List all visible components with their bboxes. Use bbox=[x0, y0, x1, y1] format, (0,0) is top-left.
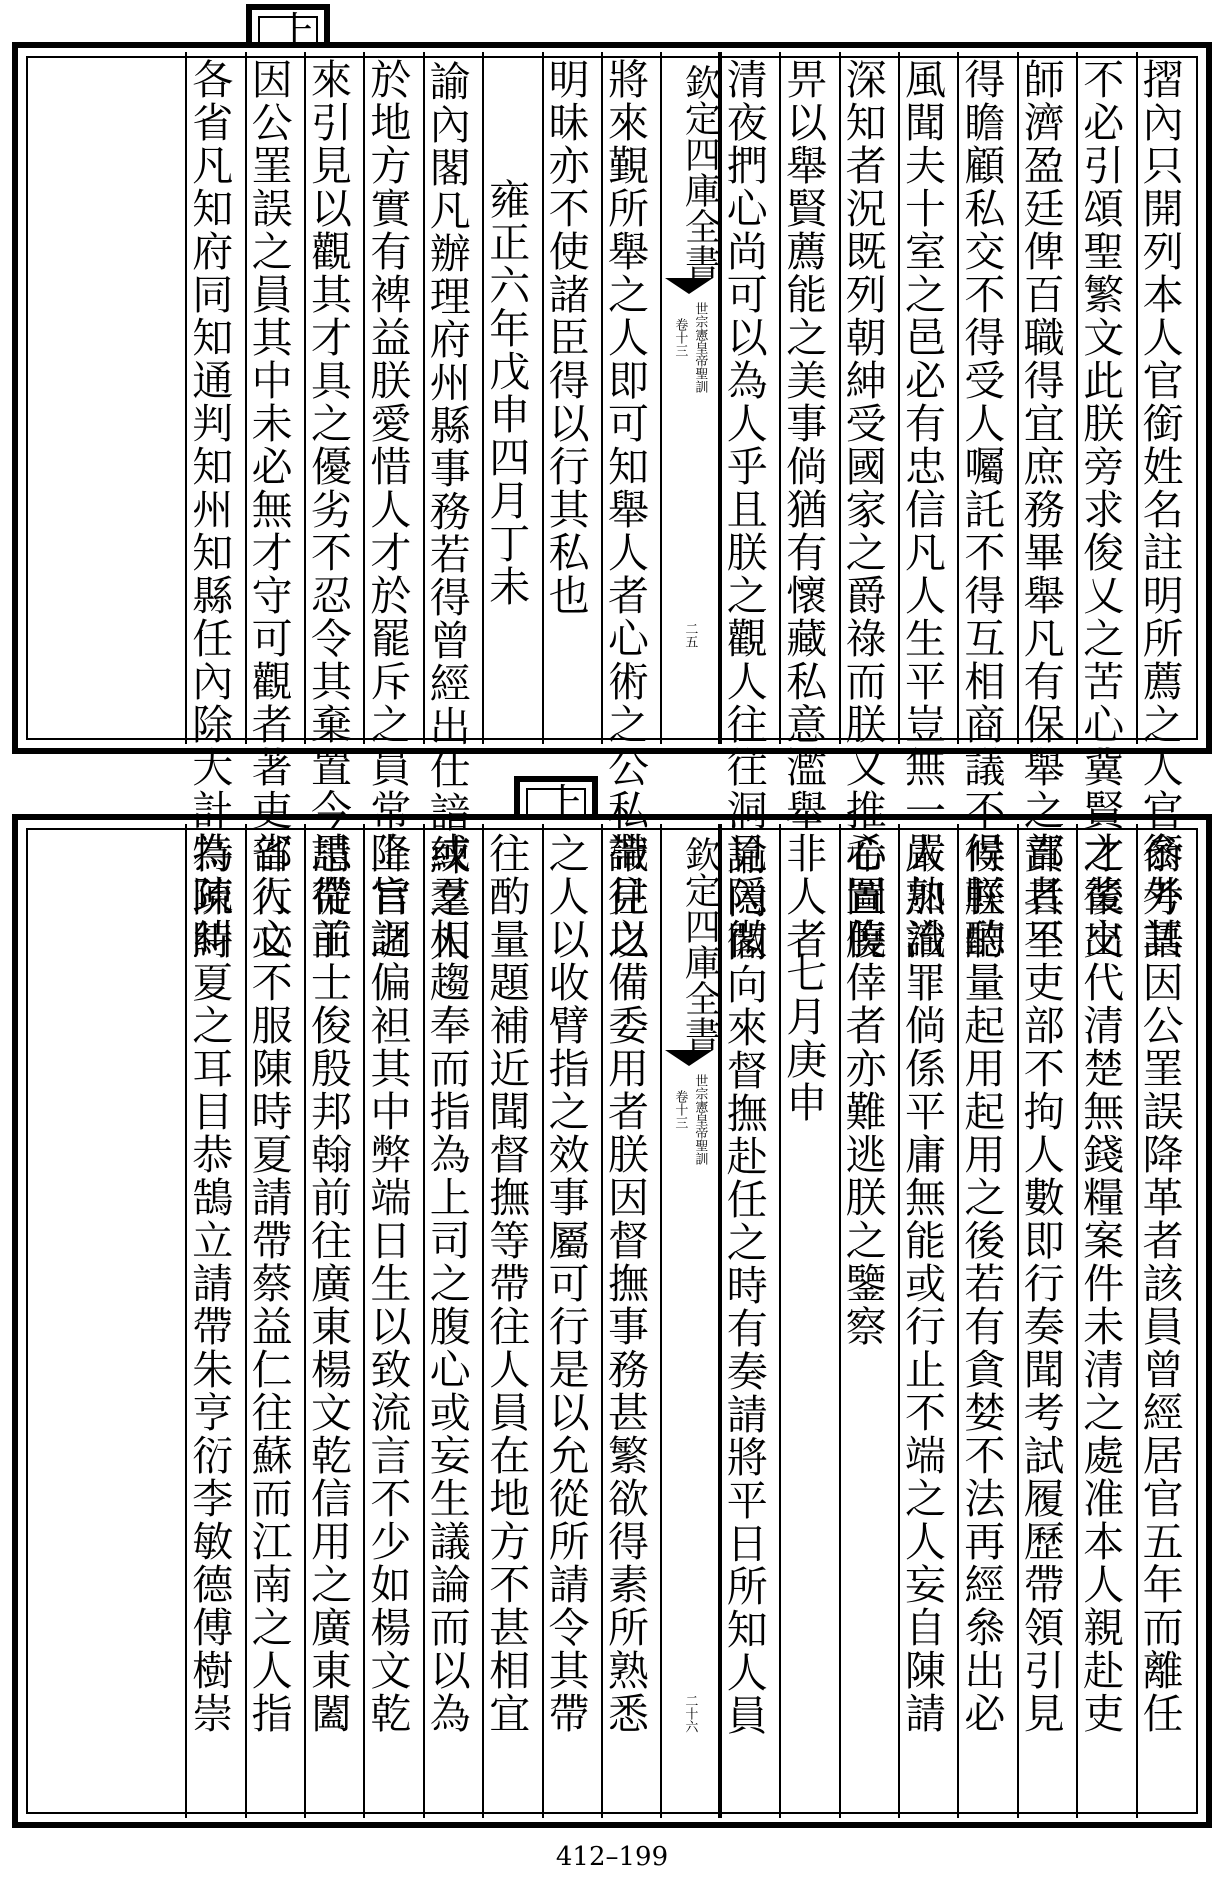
top-column-rule bbox=[957, 52, 959, 744]
top-column-rule bbox=[839, 52, 841, 744]
bottom-text-column: 叅外其因公罣誤降革者該員曾經居官五年而離任 bbox=[1135, 832, 1184, 1735]
bottom-text-column: 七月庚申 bbox=[779, 952, 828, 1124]
top-column-rule bbox=[482, 52, 484, 744]
top-text-column: 明昧亦不使諸臣得以行其私也 bbox=[541, 58, 590, 617]
top-volume-sub: 卷十三 bbox=[672, 318, 688, 357]
top-text-column: 清夜捫心尚可以為人乎且朕之觀人往往洞見隱微 bbox=[719, 58, 768, 961]
top-text-column: 深知者況既列朝紳受國家之爵祿而朕又推心置腹 bbox=[838, 58, 887, 961]
top-text-column: 各省凡知府同知通判知州知縣任內除大計特疏糾 bbox=[185, 58, 234, 961]
top-column-rule bbox=[363, 52, 365, 744]
top-text-column: 不必引頌聖繁文此朕旁求俊乂之苦心冀賢才輩出 bbox=[1076, 58, 1125, 961]
bottom-column-rule bbox=[1136, 824, 1138, 1818]
bottom-text-column: 為陳時夏之耳目恭鵠立請帶朱亨衍李敏德傅樹崇 bbox=[185, 832, 234, 1735]
top-column-rule bbox=[542, 52, 544, 744]
bottom-book-title: 欽定四庫全書 bbox=[679, 836, 721, 1052]
bottom-volume-sub: 卷十三 bbox=[672, 1090, 688, 1129]
top-column-rule bbox=[245, 52, 247, 744]
top-text-column: 畀以舉賢薦能之美事倘猶有懷藏私意濫舉非人者 bbox=[779, 58, 828, 961]
bottom-tab-char: 上 bbox=[536, 782, 584, 825]
bottom-text-column: 之後交代清楚無錢糧案件未清之處准本人親赴吏 bbox=[1076, 832, 1125, 1735]
top-column-rule bbox=[1076, 52, 1078, 744]
footer-code: 412–199 bbox=[555, 1842, 669, 1872]
bottom-text-column: 候朕酌量起用起用之後若有貪婪不法再經叅出必 bbox=[957, 832, 1006, 1735]
top-text-column: 於地方實有裨益朕愛惜人才於罷斥之員常降旨調 bbox=[363, 58, 412, 961]
bottom-text-column: 諭內閣向來督撫赴任之時有奏請將平日所知人員 bbox=[719, 834, 768, 1737]
top-column-rule bbox=[1136, 52, 1138, 744]
bottom-column-rule bbox=[245, 824, 247, 1818]
bottom-column-rule bbox=[542, 824, 544, 1818]
bottom-text-column: 上官之偏袒其中弊端日生以致流言不少如楊文乾 bbox=[363, 832, 412, 1735]
bottom-column-rule bbox=[482, 824, 484, 1818]
top-text-column: 師濟盈廷俾百職得宜庶務畢舉凡有保舉之責者不 bbox=[1016, 58, 1065, 961]
top-text-column: 諭內閣凡辦理府州縣事務若得曾經出仕諳練之人 bbox=[422, 60, 471, 963]
top-text-column: 風聞夫十室之邑必有忠信凡人生平豈無一人熟識 bbox=[898, 58, 946, 961]
bottom-column-rule bbox=[957, 824, 959, 1818]
top-page-number: 二五 bbox=[682, 622, 698, 648]
bottom-fishtail-top bbox=[665, 1050, 713, 1066]
top-text-column: 摺內只開列本人官銜姓名註明所薦之人官銜考語 bbox=[1135, 58, 1184, 961]
top-tab-char: 上 bbox=[268, 10, 316, 53]
bottom-page-number: 二十六 bbox=[682, 1694, 698, 1733]
bottom-column-rule bbox=[304, 824, 306, 1818]
bottom-column-rule bbox=[1017, 824, 1019, 1818]
bottom-column-rule bbox=[839, 824, 841, 1818]
top-column-rule bbox=[779, 52, 781, 744]
bottom-text-column: 請帶王士俊殷邦翰前往廣東楊文乾信用之廣東闔 bbox=[304, 832, 352, 1735]
bottom-column-rule bbox=[185, 824, 187, 1818]
bottom-column-rule bbox=[601, 824, 603, 1818]
bottom-column-rule bbox=[898, 824, 900, 1818]
bottom-column-rule bbox=[423, 824, 425, 1818]
top-volume-label: 世宗憲皇帝聖訓 bbox=[692, 302, 708, 393]
bottom-volume-label: 世宗憲皇帝聖訓 bbox=[692, 1074, 708, 1165]
bottom-text-column: 之人以收臂指之效事屬可行是以允從所請令其帶 bbox=[541, 832, 590, 1735]
top-column-rule bbox=[304, 52, 306, 744]
top-text-column: 得瞻顧私交不得受人囑託不得互相商議不得輕聽 bbox=[957, 58, 1006, 961]
top-column-rule bbox=[185, 52, 187, 744]
bottom-text-column: 部具呈吏部不拘人數即行奏聞考試履歷帶領引見 bbox=[1016, 832, 1065, 1735]
bottom-column-rule bbox=[779, 824, 781, 1818]
top-text-column: 將來覲所舉之人即可知舉人者心術之公私識見之 bbox=[601, 58, 649, 961]
bottom-text-column: 省人心不服陳時夏請帶蔡益仁往蘇而江南之人指 bbox=[244, 832, 293, 1735]
top-fishtail-top bbox=[665, 278, 713, 294]
top-text-column: 來引見以觀其才具之優劣不忍令其棄置今思從前 bbox=[304, 58, 352, 961]
top-column-rule bbox=[898, 52, 900, 744]
bottom-column-rule bbox=[363, 824, 365, 1818]
top-column-rule bbox=[1017, 52, 1019, 744]
bottom-text-column: 帶往以備委用者朕因督撫事務甚繁欲得素所熟悉 bbox=[601, 832, 649, 1735]
top-book-title: 欽定四庫全書 bbox=[679, 64, 721, 280]
top-column-rule bbox=[601, 52, 603, 744]
top-text-column: 因公罣誤之員其中未必無才守可觀者著吏部行文 bbox=[244, 58, 293, 961]
top-text-column: 雍正六年戊申四月丁未 bbox=[482, 178, 531, 608]
bottom-text-column: 或羣相趨奉而指為上司之腹心或妄生議論而以為 bbox=[422, 832, 471, 1735]
bottom-text-column: 往酌量題補近聞督撫等帶往人員在地方不甚相宜 bbox=[482, 832, 531, 1735]
top-column-rule bbox=[423, 52, 425, 744]
bottom-text-column: 希圖僥倖者亦難逃朕之鑒察 bbox=[838, 832, 887, 1348]
bottom-column-rule bbox=[1076, 824, 1078, 1818]
bottom-text-column: 嚴加治罪倘係平庸無能或行止不端之人妄自陳請 bbox=[898, 832, 946, 1735]
